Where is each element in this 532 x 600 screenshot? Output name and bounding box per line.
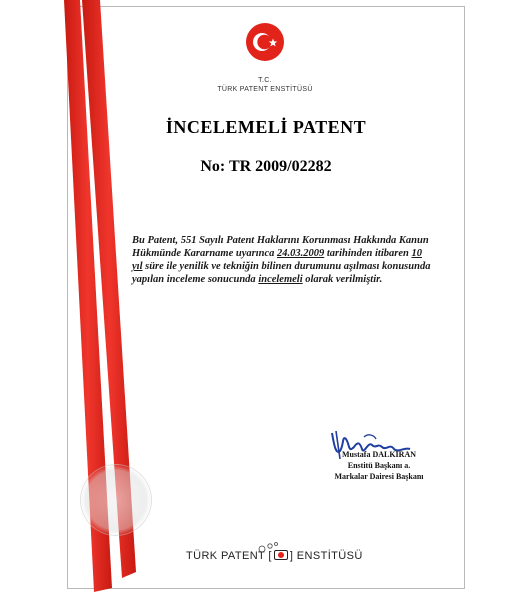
footer-logo-left: TÜRK PATENT [ <box>186 550 272 562</box>
signatory-role-1: Enstitü Başkanı a. <box>347 461 411 470</box>
certificate-title: İNCELEMELİ PATENT <box>165 117 367 137</box>
body-text-part1: Bu Patent, 551 Sayılı Patent Haklarını Korunması Hakkında Kanun Hükmünde Kararname uyarınca <box>132 235 429 259</box>
institution-line-name: TÜRK PATENT ENSTİTÜSÜ <box>217 86 313 93</box>
examination-type: incelemeli <box>258 274 303 285</box>
institution-line-tc: T.C. <box>258 77 272 84</box>
footer-logo-right: ] ENSTİTÜSÜ <box>289 550 363 562</box>
patent-number: No: TR 2009/02282 <box>200 158 332 175</box>
institution-header <box>200 76 330 94</box>
signatory-name: Mustafa DALKIRAN <box>342 450 416 459</box>
tpe-logo-icon <box>186 550 363 570</box>
certificate-body-text <box>132 234 432 286</box>
body-text-part3: süre ile yenilik ve tekniğin bilinen durumunu aşılması konusunda yapılan inceleme sonucunda <box>132 261 431 285</box>
official-seal-icon <box>80 464 152 536</box>
footer-logo-mark <box>274 550 288 560</box>
signatory-block <box>314 449 444 482</box>
body-text-part2: tarihinden itibaren <box>324 248 412 259</box>
signatory-role-2: Markalar Dairesi Başkanı <box>334 472 424 481</box>
body-text-part4: olarak verilmiştir. <box>302 274 383 285</box>
patent-duration: 10 yıl <box>132 248 422 272</box>
grant-date: 24.03.2009 <box>277 248 325 259</box>
turkish-flag-emblem-icon <box>245 22 285 62</box>
